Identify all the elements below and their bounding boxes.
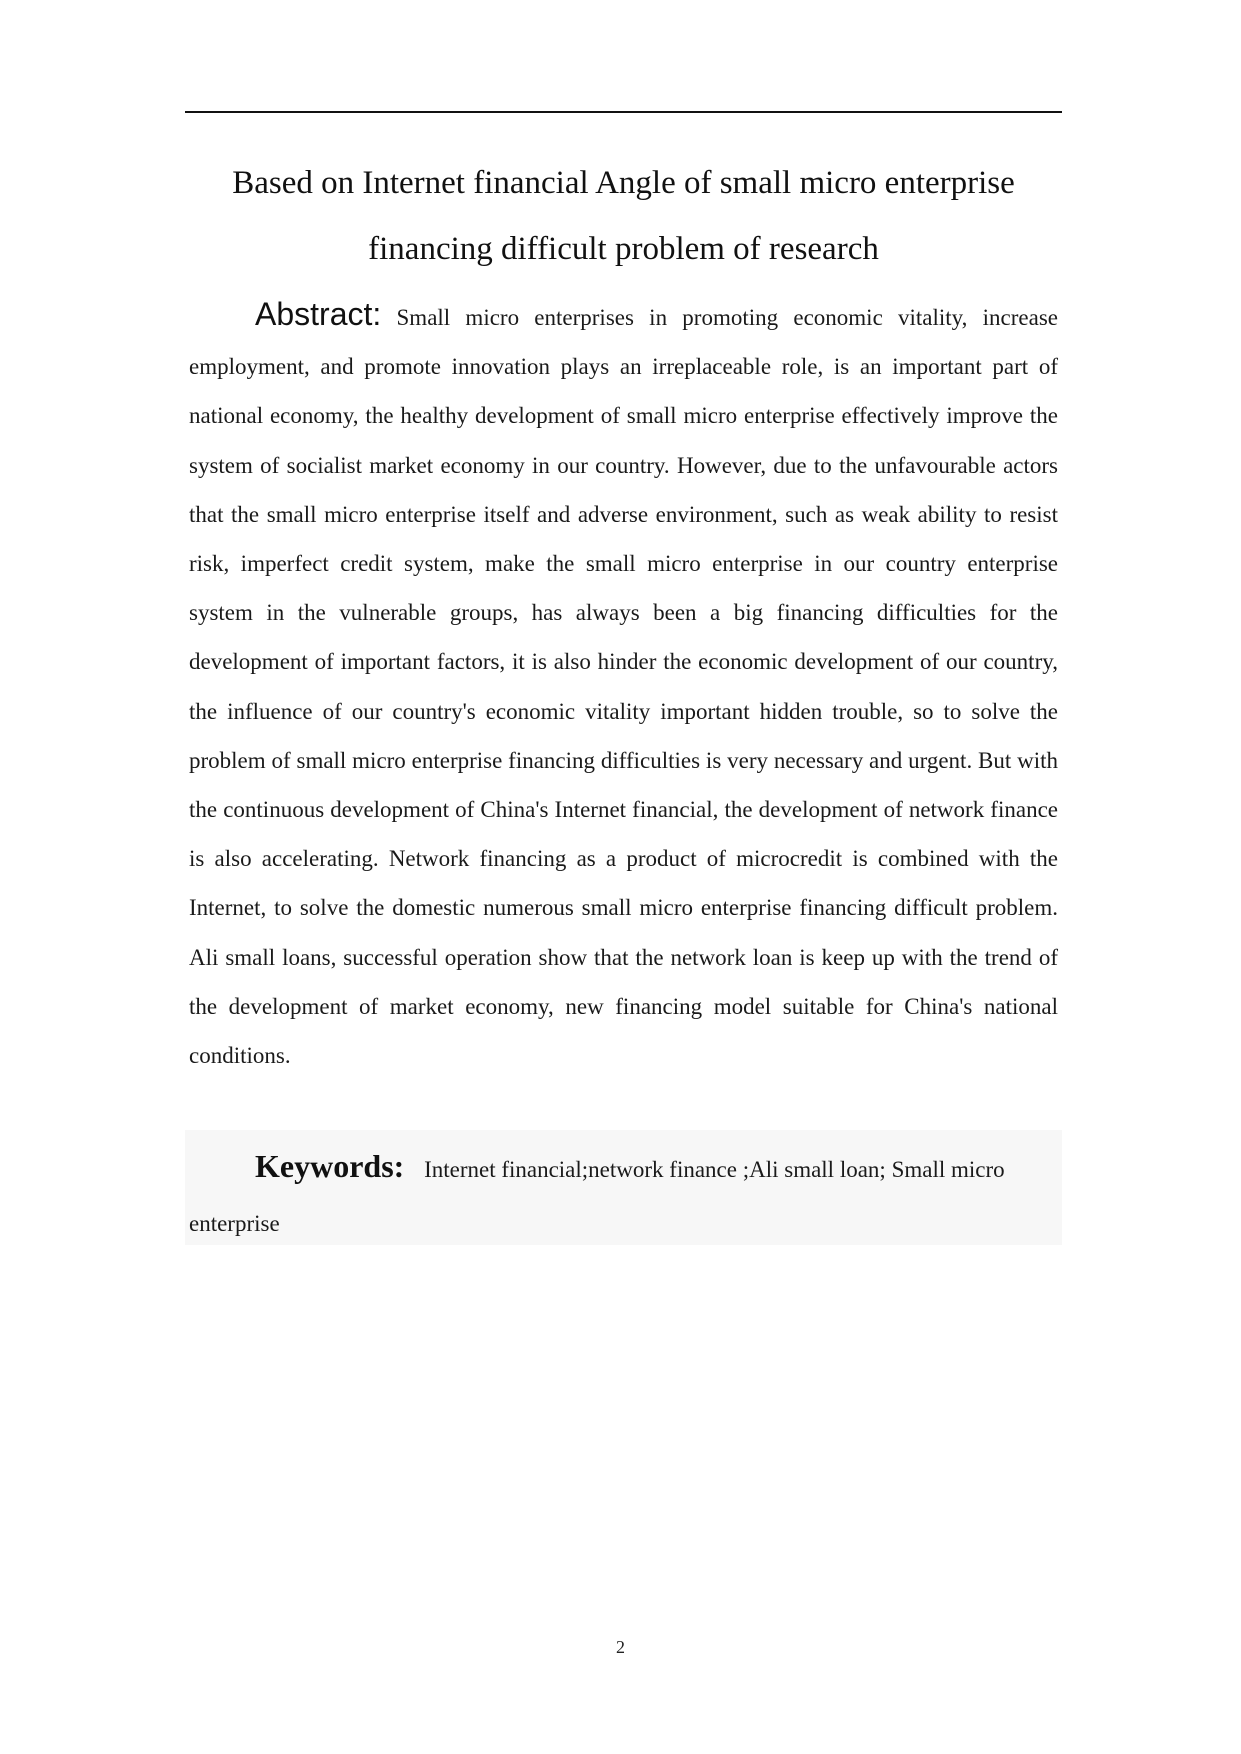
keywords-paragraph (189, 1139, 1058, 1251)
keywords-label: Keywords: (255, 1148, 405, 1184)
abstract-label: Abstract: (255, 296, 382, 332)
keywords-text: Internet financial;network finance ;Ali small loan; Small micro enterprise (189, 1157, 1005, 1236)
abstract-text: Small micro enterprises in promoting economic vitality, increase employment, and promote innovation plays an irreplaceable role, is an important part of national economy, the healthy development of small micro enterprise effectively improve the system of socialist market economy in our country. However, due to the unfavourable actors that the small micro enterprise itself and adverse environment, such as weak ability to resist risk, imperfect credit system, make the small micro enterprise in our country enterprise system in the vulnerable groups, has always been a big financing difficulties for the development of important factors, it is also hinder the economic development of our country, the influence of our country's economic vitality important hidden trouble, so to solve the problem of small micro enterprise financing difficulties is very necessary and urgent. But with the continuous development of China's Internet financial, the development of network finance is also accelerating. Network financing as a product of microcredit is combined with the Internet, to solve the domestic numerous small micro enterprise financing difficult problem. Ali small loans, successful operation show that the network loan is keep up with the trend of the development of market economy, new financing model suitable for China's national conditions. (189, 305, 1059, 1069)
abstract-paragraph (189, 290, 1058, 1080)
paper-title: Based on Internet financial Angle of small micro enterprise financing difficult problem of research (232, 165, 1015, 267)
page-number: 2 (616, 1637, 625, 1657)
header-rule (185, 111, 1062, 113)
